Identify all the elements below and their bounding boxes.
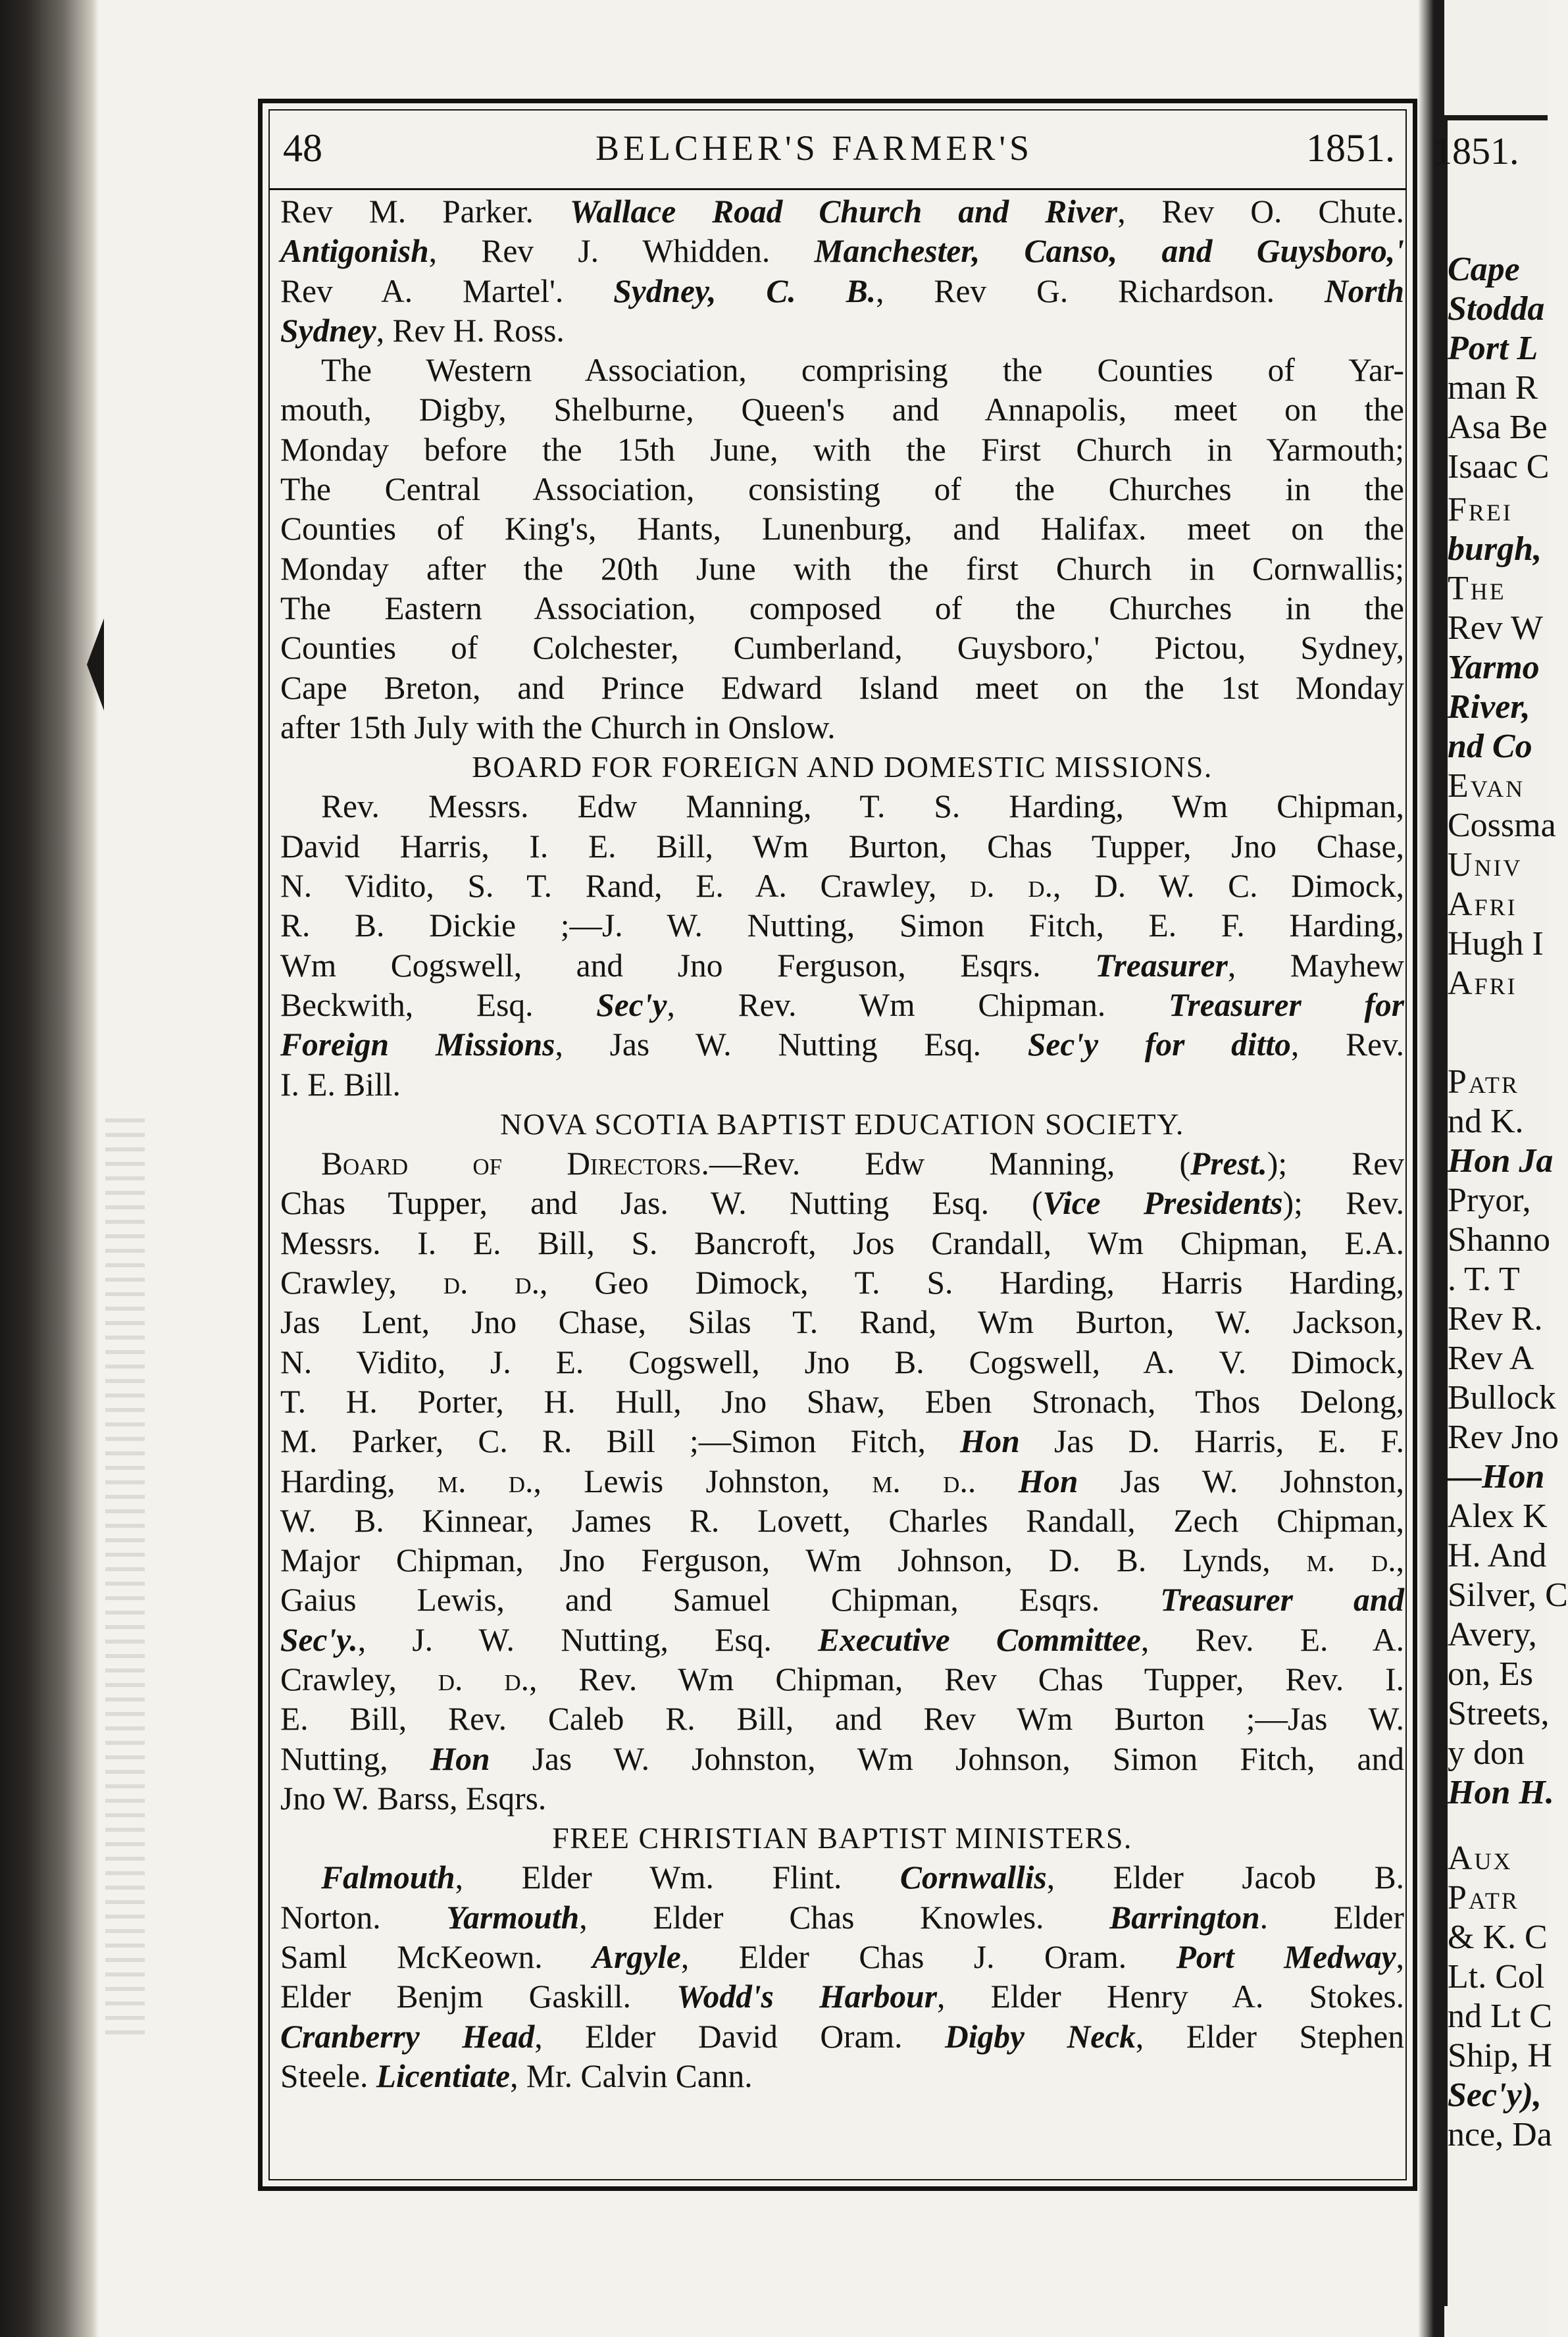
text-line: The Western Association, comprising the Counties of Yar- (321, 352, 1404, 389)
text-line: Cranberry Head, Elder David Oram. Digby Neck, Elder Stephen (280, 2018, 1405, 2055)
facing-page-fragment: Stodda (1448, 290, 1545, 328)
text-line: David Harris, I. E. Bill, Wm Burton, Chas Tupper, Jno Chase, (280, 828, 1404, 865)
text-line: T. H. Porter, H. Hull, Jno Shaw, Eben Stronach, Thos Delong, (280, 1383, 1404, 1420)
facing-page-fragment: Afri (1448, 965, 1517, 1002)
text-line: Jas Lent, Jno Chase, Silas T. Rand, Wm Burton, W. Jackson, (280, 1304, 1404, 1341)
text-line: Falmouth, Elder Wm. Flint. Cornwallis, Elder Jacob B. (321, 1859, 1404, 1896)
text-line: Harding, m. d., Lewis Johnston, m. d.. Hon Jas W. Johnston, (280, 1463, 1405, 1499)
text-line: Antigonish, Rev J. Whidden. Manchester, Canso, and Guysboro,' (280, 233, 1404, 270)
facing-page-fragment: Cossma (1448, 807, 1556, 844)
facing-page-fragment: Aux (1448, 1840, 1513, 1877)
text-line: Foreign Missions, Jas W. Nutting Esq. Sec'y for ditto, Rev. (280, 1026, 1404, 1063)
text-line: N. Vidito, S. T. Rand, E. A. Crawley, d. d., D. W. C. Dimock, (280, 868, 1404, 905)
book-spine-shadow (0, 0, 99, 2337)
facing-page-fragment: Alex K (1448, 1497, 1548, 1535)
facing-page-fragment: The (1448, 570, 1506, 607)
facing-page-fragment: nd K. (1448, 1103, 1524, 1140)
facing-page-fragment: —Hon (1448, 1458, 1545, 1495)
page-number: 48 (283, 126, 322, 170)
text-line: Rev. Messrs. Edw Manning, T. S. Harding, Wm Chipman, (321, 788, 1404, 825)
text-line: after 15th July with the Church in Onslow. (280, 709, 836, 745)
text-line: W. B. Kinnear, James R. Lovett, Charles Randall, Zech Chipman, (280, 1502, 1404, 1539)
facing-page-fragment: Yarmo (1448, 649, 1540, 686)
facing-page-border (1442, 115, 1448, 2306)
facing-page-fragment: H. And (1448, 1537, 1547, 1574)
facing-page-fragment: Rev Jno (1448, 1419, 1559, 1456)
facing-page-year: 1851. (1433, 130, 1519, 172)
header-rule (270, 188, 1405, 190)
text-line: Major Chipman, Jno Ferguson, Wm Johnson, D. B. Lynds, m. d., (280, 1542, 1404, 1579)
facing-page-fragment: Asa Be (1448, 409, 1548, 446)
text-line: Rev A. Martel'. Sydney, C. B., Rev G. Richardson. North (280, 272, 1404, 309)
facing-page-fragment: nd Lt C (1448, 1998, 1552, 2035)
section-heading: FREE CHRISTIAN BAPTIST MINISTERS. (552, 1821, 1132, 1855)
running-title: BELCHER'S FARMER'S (595, 128, 1034, 168)
facing-page-fragment: Avery, (1448, 1616, 1537, 1653)
facing-page-fragment: Port L (1448, 330, 1538, 367)
page-year: 1851. (1306, 126, 1395, 170)
facing-page-fragment: Rev A (1448, 1340, 1534, 1377)
facing-page-fragment: & K. C (1448, 1919, 1548, 1956)
facing-page-header-rule (1442, 115, 1548, 120)
facing-page-fragment: River, (1448, 688, 1530, 726)
text-line: I. E. Bill. (280, 1066, 401, 1103)
facing-page-fragment: Patr (1448, 1879, 1519, 1917)
page-gutter (1418, 0, 1444, 2337)
facing-page-fragment: Hon H. (1448, 1774, 1554, 1811)
facing-page-fragment: Silver, C (1448, 1576, 1568, 1614)
facing-page-fragment: Ship, H (1448, 2037, 1552, 2074)
facing-page-fragment: burgh, (1448, 530, 1542, 568)
facing-page-fragment: Frei (1448, 491, 1513, 528)
facing-page-fragment: Patr (1448, 1063, 1519, 1101)
text-line: Beckwith, Esq. Sec'y, Rev. Wm Chipman. Treasurer for (280, 986, 1404, 1023)
text-line: Monday before the 15th June, with the First Church in Yarmouth; (280, 431, 1404, 468)
text-line: Board of Directors.—Rev. Edw Manning, (Prest.); Rev (321, 1145, 1404, 1182)
facing-page-fragment: Shanno (1448, 1221, 1550, 1259)
text-line: Chas Tupper, and Jas. W. Nutting Esq. (Vice Presidents); Rev. (280, 1185, 1404, 1222)
text-line: Sydney, Rev H. Ross. (280, 312, 565, 349)
text-line: Steele. Licentiate, Mr. Calvin Cann. (280, 2057, 753, 2094)
facing-page-fragment: . T. T (1448, 1261, 1520, 1298)
text-line: N. Vidito, J. E. Cogswell, Jno B. Cogswell, A. V. Dimock, (280, 1344, 1404, 1380)
text-line: Messrs. I. E. Bill, S. Bancroft, Jos Crandall, Wm Chipman, E.A. (280, 1224, 1404, 1261)
facing-page-fragment: Sec'y), (1448, 2076, 1542, 2114)
facing-page-fragment: man R (1448, 369, 1538, 407)
text-line: Jno W. Barss, Esqrs. (280, 1780, 547, 1817)
text-line: Cape Breton, and Prince Edward Island meet on the 1st Monday (280, 669, 1404, 706)
text-line: Monday after the 20th June with the first Church in Cornwallis; (280, 550, 1404, 587)
facing-page-fragment: nd Co (1448, 728, 1532, 765)
section-heading: NOVA SCOTIA BAPTIST EDUCATION SOCIETY. (500, 1107, 1184, 1141)
facing-page-fragment: Streets, (1448, 1695, 1550, 1732)
facing-page-fragment: y don (1448, 1734, 1525, 1772)
text-line: E. Bill, Rev. Caleb R. Bill, and Rev Wm Burton ;—Jas W. (280, 1701, 1404, 1738)
facing-page-fragment: nce, Da (1448, 2116, 1552, 2153)
facing-page-fragment: Rev W (1448, 609, 1543, 647)
text-line: Sec'y., J. W. Nutting, Esq. Executive Committee, Rev. E. A. (280, 1621, 1404, 1658)
text-line: Nutting, Hon Jas W. Johnston, Wm Johnson, Simon Fitch, and (280, 1740, 1404, 1777)
facing-page-fragment: Isaac C (1448, 448, 1550, 486)
text-line: Norton. Yarmouth, Elder Chas Knowles. Barrington. Elder (280, 1899, 1404, 1936)
facing-page-fragment: Hon Ja (1448, 1142, 1554, 1180)
facing-page-fragment: on, Es (1448, 1655, 1533, 1693)
facing-page-fragment: Univ (1448, 846, 1523, 884)
text-line: The Eastern Association, composed of the Churches in the (280, 590, 1404, 626)
text-line: The Central Association, consisting of the Churches in the (280, 471, 1404, 508)
facing-page-fragment: Rev R. (1448, 1300, 1543, 1338)
text-line: Elder Benjm Gaskill. Wodd's Harbour, Elder Henry A. Stokes. (280, 1978, 1404, 2015)
facing-page-fragment: Lt. Col (1448, 1958, 1545, 1996)
facing-page-fragment: Afri (1448, 886, 1517, 923)
text-line: Rev M. Parker. Wallace Road Church and River, Rev O. Chute. (280, 193, 1404, 230)
facing-page-fragment: Pryor, (1448, 1182, 1531, 1219)
facing-page-fragment: Evan (1448, 767, 1525, 805)
text-line: Crawley, d. d., Rev. Wm Chipman, Rev Chas Tupper, Rev. I. (280, 1661, 1404, 1697)
text-line: Gaius Lewis, and Samuel Chipman, Esqrs. Treasurer and (280, 1582, 1404, 1619)
text-line: Crawley, d. d., Geo Dimock, T. S. Harding, Harris Harding, (280, 1265, 1404, 1301)
facing-page-fragment: Bullock (1448, 1379, 1556, 1417)
show-through-bleed (105, 1118, 145, 2040)
page-edge-notch (87, 618, 104, 711)
text-line: Counties of King's, Hants, Lunenburg, and Halifax. meet on the (280, 511, 1404, 547)
facing-page-fragment: Hugh I (1448, 925, 1544, 963)
text-line: R. B. Dickie ;—J. W. Nutting, Simon Fitch, E. F. Harding, (280, 907, 1404, 944)
facing-page-fragment: Cape (1448, 251, 1520, 288)
text-line: M. Parker, C. R. Bill ;—Simon Fitch, Hon Jas D. Harris, E. F. (280, 1423, 1404, 1460)
text-line: Saml McKeown. Argyle, Elder Chas J. Oram. Port Medway, (280, 1939, 1404, 1976)
text-line: Wm Cogswell, and Jno Ferguson, Esqrs. Treasurer, Mayhew (280, 947, 1405, 984)
section-heading: BOARD FOR FOREIGN AND DOMESTIC MISSIONS. (472, 750, 1213, 784)
page-body-text (280, 192, 1404, 2096)
text-line: mouth, Digby, Shelburne, Queen's and Annapolis, meet on the (280, 391, 1404, 428)
text-line: Counties of Colchester, Cumberland, Guysboro,' Pictou, Sydney, (280, 630, 1404, 666)
